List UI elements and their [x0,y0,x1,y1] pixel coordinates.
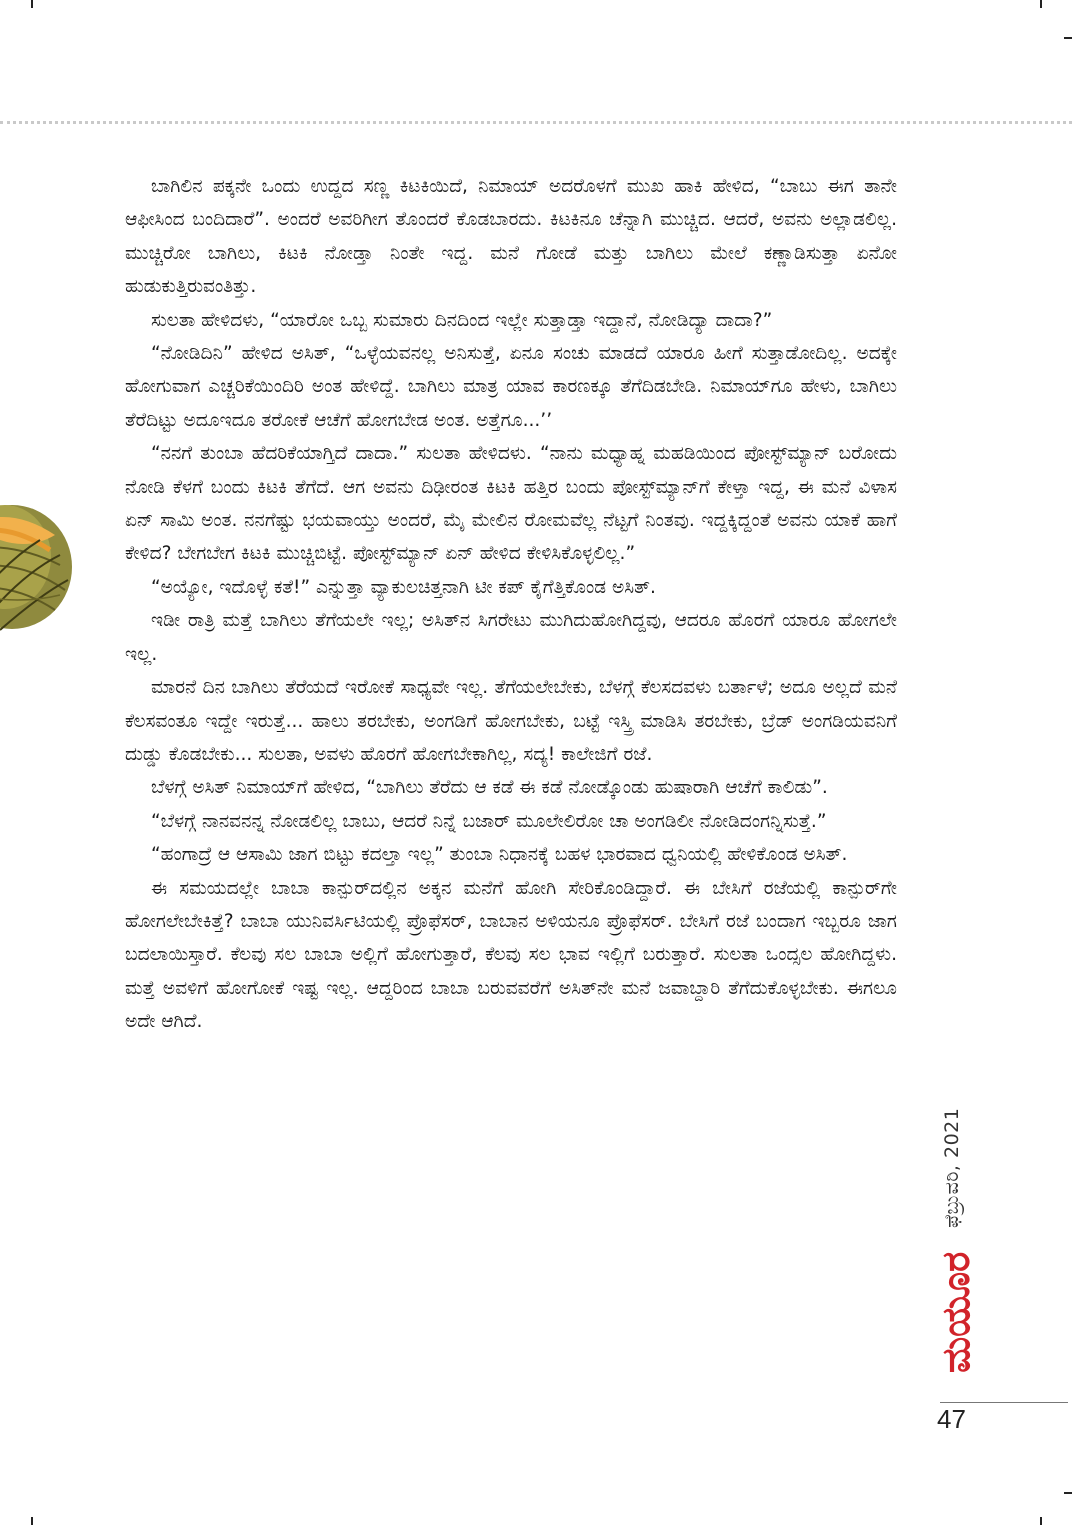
article-body [125,170,897,1039]
article-paragraph: “ನೋಡಿದಿನಿ” ಹೇಳಿದ ಅಸಿತ್, “ಒಳ್ಳೆಯವನಲ್ಲ ಅನಿಸುತ್ತೆ, ಏನೂ ಸಂಚು ಮಾಡದೆ ಯಾರೂ ಹೀಗೆ ಸುತ್ತಾಡೋದಿಲ್ಲ. ಅದಕ್ಕೇ ಹೋಗುವಾಗ ಎಚ್ಚರಿಕೆಯಿಂದಿರಿ ಅಂತ ಹೇಳಿದ್ದೆ. ಬಾಗಿಲು ಮಾತ್ರ ಯಾವ ಕಾರಣಕ್ಕೂ ತೆಗೆದಿಡಬೇಡಿ. ನಿಮಾಯ್‌ಗೂ ಹೇಳು, ಬಾಗಿಲು ತೆರೆದಿಟ್ಟು ಅದೂಇದೂ ತರೋಕೆ ಆಚೆಗೆ ಹೋಗಬೇಡ ಅಂತ. ಅತ್ತೆಗೂ...’’ [125,343,897,431]
header-dotted-rule [0,121,1072,124]
crop-mark-right-upper [1064,37,1072,39]
crop-mark-right-lower [1064,1492,1072,1494]
article-paragraph: “ಹಂಗಾದ್ರೆ ಆ ಆಸಾಮಿ ಜಾಗ ಬಿಟ್ಟು ಕದಲ್ತಾ ಇಲ್ಲ” ತುಂಬಾ ನಿಧಾನಕ್ಕೆ ಬಹಳ ಭಾರವಾದ ಧ್ವನಿಯಲ್ಲಿ ಹೇಳಿಕೊಂಡ ಅಸಿತ್. [151,844,848,866]
page-number-rule [940,1402,1068,1403]
article-paragraph: ಈ ಸಮಯದಲ್ಲೇ ಬಾಬಾ ಕಾನ್ಪುರ್‌ದಲ್ಲಿನ ಅಕ್ಕನ ಮನೆಗೆ ಹೋಗಿ ಸೇರಿಕೊಂಡಿದ್ದಾರೆ. ಈ ಬೇಸಿಗೆ ರಜೆಯಲ್ಲಿ ಕಾನ್ಪುರ್‌ಗೇ ಹೋಗಲೇಬೇಕಿತ್ತೆ? ಬಾಬಾ ಯುನಿವರ್ಸಿಟಿಯಲ್ಲಿ ಪ್ರೊಫೆಸರ್, ಬಾಬಾನ ಅಳಿಯನೂ ಪ್ರೊಫೆಸರ್. ಬೇಸಿಗೆ ರಜೆ ಬಂದಾಗ ಇಬ್ಬರೂ ಜಾಗ ಬದಲಾಯಿಸ್ತಾರೆ. ಕೆಲವು ಸಲ ಬಾಬಾ ಅಲ್ಲಿಗೆ ಹೋಗುತ್ತಾರೆ, ಕೆಲವು ಸಲ ಭಾವ ಇಲ್ಲಿಗೆ ಬರುತ್ತಾರೆ. ಸುಲತಾ ಒಂದ್ಸಲ ಹೋಗಿದ್ದಳು. ಮತ್ತೆ ಅವಳಿಗೆ ಹೋಗೋಕೆ ಇಷ್ಟ ಇಲ್ಲ. ಆದ್ದರಿಂದ ಬಾಬಾ ಬರುವವರೆಗೆ ಅಸಿತ್‌ನೇ ಮನೆ ಜವಾಬ್ದಾರಿ ತೆಗೆದುಕೊಳ್ಳಬೇಕು. ಈಗಲೂ ಅದೇ ಆಗಿದೆ. [125,877,897,1033]
crop-mark-top-right [1040,0,1042,8]
article-paragraph: “ನನಗೆ ತುಂಬಾ ಹೆದರಿಕೆಯಾಗ್ತಿದೆ ದಾದಾ.” ಸುಲತಾ ಹೇಳಿದಳು. “ನಾನು ಮಧ್ಯಾಹ್ನ ಮಹಡಿಯಿಂದ ಪೋಸ್ಟ್‌ಮ್ಯಾನ್ ಬರೋದು ನೋಡಿ ಕೆಳಗೆ ಬಂದು ಕಿಟಕಿ ತೆಗೆದೆ. ಆಗ ಅವನು ದಿಢೀರಂತ ಕಿಟಕಿ ಹತ್ತಿರ ಬಂದು ಪೋಸ್ಟ್‌ಮ್ಯಾನ್‌ಗೆ ಕೇಳ್ತಾ ಇದ್ದ, ಈ ಮನೆ ವಿಳಾಸ ಏನ್ ಸಾಮಿ ಅಂತ. ನನಗೆಷ್ಟು ಭಯವಾಯ್ತು ಅಂದರೆ, ಮೈ ಮೇಲಿನ ರೋಮವೆಲ್ಲ ನೆಟ್ಟಗೆ ನಿಂತವು. ಇದ್ದಕ್ಕಿದ್ದಂತೆ ಅವನು ಯಾಕೆ ಹಾಗೆ ಕೇಳಿದ? ಬೇಗಬೇಗ ಕಿಟಕಿ ಮುಚ್ಚಿಬಿಟ್ಟೆ. ಪೋಸ್ಟ್‌ಮ್ಯಾನ್ ಏನ್ ಹೇಳಿದ ಕೇಳಿಸಿಕೊಳ್ಳಲಿಲ್ಲ.” [125,443,897,565]
article-paragraph: ಬೆಳಗ್ಗೆ ಅಸಿತ್ ನಿಮಾಯ್‌ಗೆ ಹೇಳಿದ, “ಬಾಗಿಲು ತೆರೆದು ಆ ಕಡೆ ಈ ಕಡೆ ನೋಡ್ಕೊಂಡು ಹುಷಾರಾಗಿ ಆಚೆಗೆ ಕಾಲಿಡು”. [151,777,828,799]
article-paragraph: ಇಡೀ ರಾತ್ರಿ ಮತ್ತೆ ಬಾಗಿಲು ತೆಗೆಯಲೇ ಇಲ್ಲ; ಅಸಿತ್‌ನ ಸಿಗರೇಟು ಮುಗಿದುಹೋಗಿದ್ದವು, ಆದರೂ ಹೊರಗೆ ಯಾರೂ ಹೋಗಲೇ ಇಲ್ಲ. [125,610,897,665]
article-paragraph: ಸುಲತಾ ಹೇಳಿದಳು, “ಯಾರೋ ಒಬ್ಬ ಸುಮಾರು ದಿನದಿಂದ ಇಲ್ಲೇ ಸುತ್ತಾಡ್ತಾ ಇದ್ದಾನೆ, ನೋಡಿದ್ಯಾ ದಾದಾ?” [151,309,773,331]
yarn-ball-illustration [0,495,80,635]
page-number: 47 [937,1404,966,1434]
crop-mark-bottom-left [31,1517,33,1525]
crop-mark-bottom-right [1040,1517,1042,1525]
issue-date: ಫೆಬ್ರುವರಿ, 2021 [941,1107,963,1228]
article-paragraph: ಮಾರನೆ ದಿನ ಬಾಗಿಲು ತೆರೆಯದೆ ಇರೋಕೆ ಸಾಧ್ಯವೇ ಇಲ್ಲ. ತೆಗೆಯಲೇಬೇಕು, ಬೆಳಗ್ಗೆ ಕೆಲಸದವಳು ಬರ್ತಾಳೆ; ಅದೂ ಅಲ್ಲದೆ ಮನೆ ಕೆಲಸವಂತೂ ಇದ್ದೇ ಇರುತ್ತೆ... ಹಾಲು ತರಬೇಕು, ಅಂಗಡಿಗೆ ಹೋಗಬೇಕು, ಬಟ್ಟೆ ಇಸ್ತ್ರಿ ಮಾಡಿಸಿ ತರಬೇಕು, ಬ್ರೆಡ್ ಅಂಗಡಿಯವನಿಗೆ ದುಡ್ಡು ಕೊಡಬೇಕು... ಸುಲತಾ, ಅವಳು ಹೊರಗೆ ಹೋಗಬೇಕಾಗಿಲ್ಲ, ಸದ್ಯ! ಕಾಲೇಜಿಗೆ ರಜೆ. [125,677,897,765]
crop-mark-top-left [31,0,33,8]
article-paragraph: “ಅಯ್ಯೋ, ಇದೊಳ್ಳೆ ಕತೆ!” ಎನ್ನುತ್ತಾ ವ್ಯಾಕುಲಚಿತ್ತನಾಗಿ ಟೀ ಕಪ್ ಕೈಗೆತ್ತಿಕೊಂಡ ಅಸಿತ್. [151,576,656,598]
article-paragraph: “ಬೆಳಗ್ಗೆ ನಾನವನನ್ನ ನೋಡಲಿಲ್ಲ ಬಾಬು, ಆದರೆ ನಿನ್ನೆ ಬಜಾರ್ ಮೂಲೇಲಿರೋ ಚಾ ಅಂಗಡಿಲೀ ನೋಡಿದಂಗನ್ನಿಸುತ್ತೆ.” [151,810,827,832]
article-paragraph: ಬಾಗಿಲಿನ ಪಕ್ಕನೇ ಒಂದು ಉದ್ದದ ಸಣ್ಣ ಕಿಟಕಿಯಿದೆ, ನಿಮಾಯ್ ಅದರೊಳಗೆ ಮುಖ ಹಾಕಿ ಹೇಳಿದ, “ಬಾಬು ಈಗ ತಾನೇ ಆಫೀಸಿಂದ ಬಂದಿದಾರೆ”. ಅಂದರೆ ಅವರಿಗೀಗ ತೊಂದರೆ ಕೊಡಬಾರದು. ಕಿಟಕಿನೂ ಚೆನ್ನಾಗಿ ಮುಚ್ಚಿದ. ಆದರೆ, ಅವನು ಅಲ್ಲಾಡಲಿಲ್ಲ. ಮುಚ್ಚಿರೋ ಬಾಗಿಲು, ಕಿಟಕಿ ನೋಡ್ತಾ ನಿಂತೇ ಇದ್ದ. ಮನೆ ಗೋಡೆ ಮತ್ತು ಬಾಗಿಲು ಮೇಲೆ ಕಣ್ಣಾಡಿಸುತ್ತಾ ಏನೋ ಹುಡುಕುತ್ತಿರುವಂತಿತ್ತು. [125,176,897,298]
magazine-logo: ಮಯೂರ [934,1251,978,1373]
